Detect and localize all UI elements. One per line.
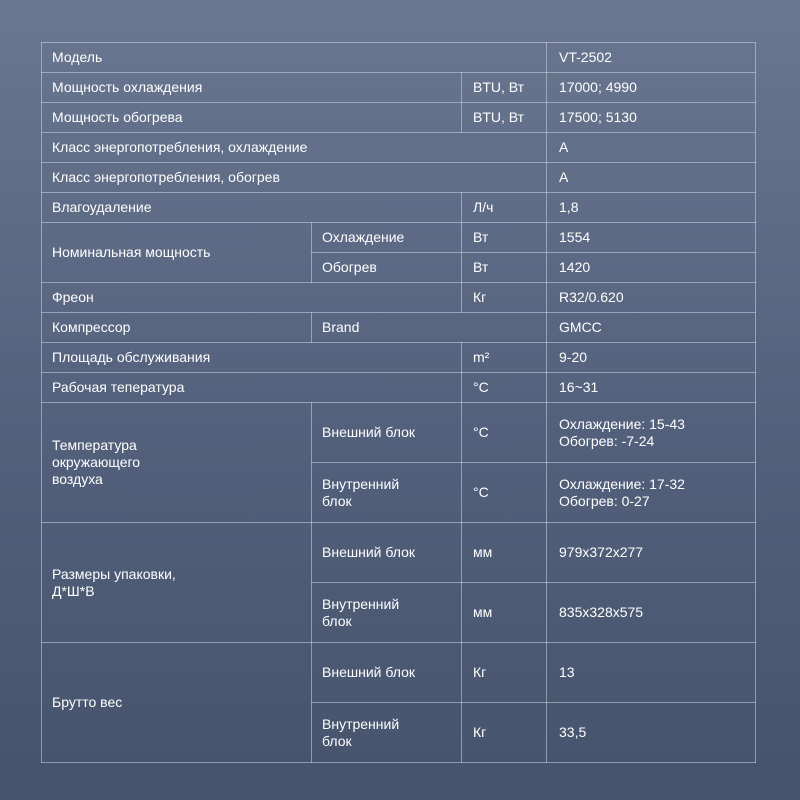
table-row (42, 103, 756, 133)
table-row (42, 73, 756, 103)
table-row (42, 343, 756, 373)
value-cell: 1,8 (547, 193, 756, 223)
value-cell: GMCC (547, 313, 756, 343)
sub-label: Внешний блок (312, 523, 462, 583)
param-label: Мощность охлаждения (42, 73, 462, 103)
table-row (42, 373, 756, 403)
param-label: Компрессор (42, 313, 312, 343)
value-cell: 979x372x277 (547, 523, 756, 583)
unit-cell: Вт (462, 223, 547, 253)
param-label: Номинальная мощность (42, 223, 312, 283)
param-label: Рабочая тепература (42, 373, 462, 403)
value-cell: 17500; 5130 (547, 103, 756, 133)
param-label: Класс энергопотребления, обогрев (42, 163, 547, 193)
sub-label: Охлаждение (312, 223, 462, 253)
table-row (42, 223, 756, 253)
value-cell: R32/0.620 (547, 283, 756, 313)
table-row (42, 193, 756, 223)
value-cell: 17000; 4990 (547, 73, 756, 103)
sub-label: Внешний блок (312, 403, 462, 463)
param-label: Модель (42, 43, 547, 73)
param-label: Мощность обогрева (42, 103, 462, 133)
value-cell: A (547, 133, 756, 163)
value-cell: 9-20 (547, 343, 756, 373)
value-cell: Охлаждение: 17-32 Обогрев: 0-27 (547, 463, 756, 523)
table-row (42, 313, 756, 343)
table-row (42, 133, 756, 163)
value-cell: 1554 (547, 223, 756, 253)
table-row (42, 163, 756, 193)
sub-label: Внешний блок (312, 643, 462, 703)
unit-cell: мм (462, 523, 547, 583)
param-label: Размеры упаковки, Д*Ш*В (42, 523, 312, 643)
value-cell: 33,5 (547, 703, 756, 763)
sub-label: Обогрев (312, 253, 462, 283)
specs-table (41, 42, 756, 763)
value-cell: 835x328x575 (547, 583, 756, 643)
unit-cell: Кг (462, 703, 547, 763)
sub-label: Внутренний блок (312, 583, 462, 643)
unit-cell: m² (462, 343, 547, 373)
value-cell: 16~31 (547, 373, 756, 403)
param-label: Фреон (42, 283, 462, 313)
table-row (42, 403, 756, 463)
table-row (42, 523, 756, 583)
table-row (42, 283, 756, 313)
unit-cell: Кг (462, 643, 547, 703)
value-cell: 1420 (547, 253, 756, 283)
unit-cell: BTU, Вт (462, 73, 547, 103)
value-cell: Охлаждение: 15-43 Обогрев: -7-24 (547, 403, 756, 463)
param-label: Класс энергопотребления, охлаждение (42, 133, 547, 163)
table-row (42, 643, 756, 703)
sub-label: Внутренний блок (312, 703, 462, 763)
unit-cell: Кг (462, 283, 547, 313)
unit-cell: °C (462, 403, 547, 463)
param-label: Влагоудаление (42, 193, 462, 223)
unit-cell: Вт (462, 253, 547, 283)
unit-cell: мм (462, 583, 547, 643)
unit-cell: °C (462, 373, 547, 403)
sub-label: Brand (312, 313, 547, 343)
value-cell: VT-2502 (547, 43, 756, 73)
param-label: Температура окружающего воздуха (42, 403, 312, 523)
unit-cell: Л/ч (462, 193, 547, 223)
unit-cell: °C (462, 463, 547, 523)
value-cell: 13 (547, 643, 756, 703)
param-label: Площадь обслуживания (42, 343, 462, 373)
value-cell: A (547, 163, 756, 193)
param-label: Брутто вес (42, 643, 312, 763)
table-row (42, 43, 756, 73)
unit-cell: BTU, Вт (462, 103, 547, 133)
sub-label: Внутренний блок (312, 463, 462, 523)
